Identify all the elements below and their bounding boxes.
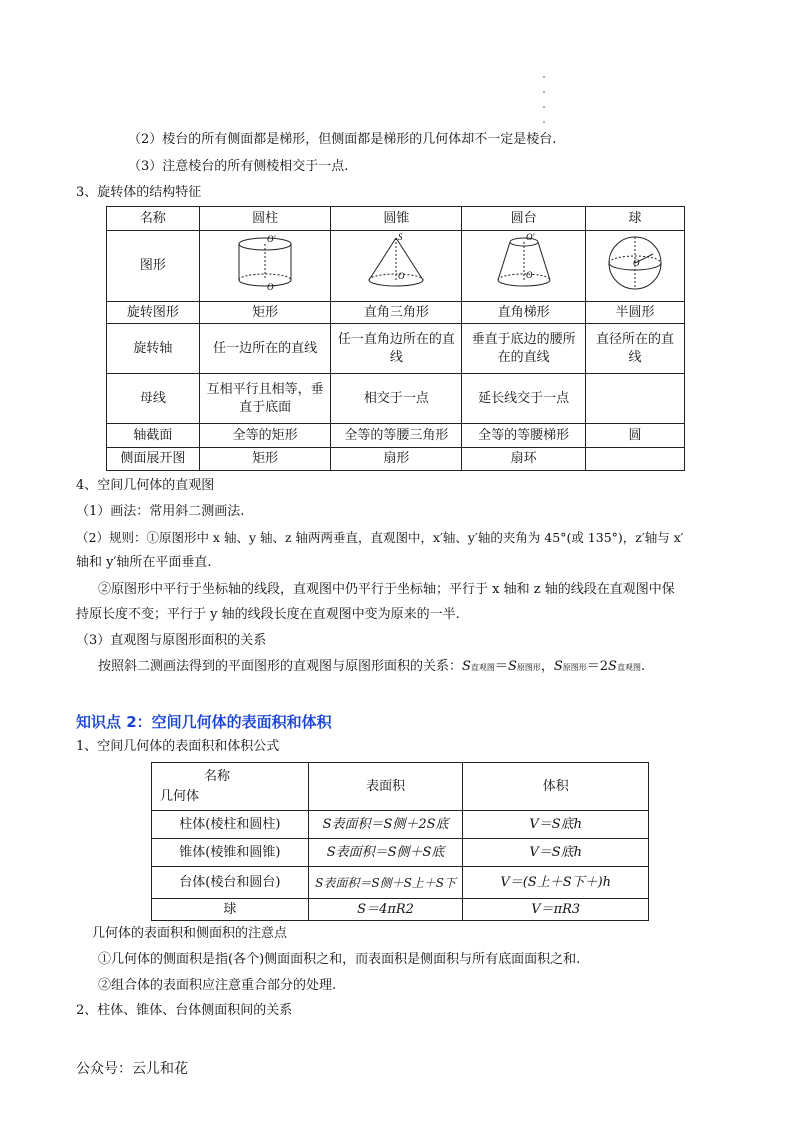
row-label: 柱体(棱柱和圆柱) xyxy=(152,811,309,839)
table-cell: 直角三角形 xyxy=(331,302,462,324)
header-cell: 圆柱 xyxy=(199,207,331,231)
text-line: 1、空间几何体的表面积和体积公式 xyxy=(76,739,280,754)
mark-o: O xyxy=(633,258,640,268)
cone-icon xyxy=(361,232,431,294)
text-line: （1）画法：常用斜二测画法. xyxy=(76,504,245,519)
area-formula: S表面积＝S侧＋S底 xyxy=(308,839,463,867)
table-cell: 全等的等腰梯形 xyxy=(462,424,586,448)
table-cell: 矩形 xyxy=(199,302,331,324)
text-line: （3）直观图与原图形面积的关系 xyxy=(76,633,267,648)
row-label: 母线 xyxy=(107,374,200,424)
corner-cell xyxy=(152,763,309,811)
row-label: 旋转图形 xyxy=(107,302,200,324)
header-cell: 球 xyxy=(586,207,685,231)
table-cell: 任一边所在的直线 xyxy=(199,324,331,374)
table-cell xyxy=(586,448,685,471)
section-title: 4、空间几何体的直观图 xyxy=(76,478,215,493)
area-formula: S表面积＝S侧＋S上＋S下 xyxy=(308,867,463,899)
table-cell: 半圆形 xyxy=(586,302,685,324)
row-label: 旋转轴 xyxy=(107,324,200,374)
table-cell: 垂直于底边的腰所在的直线 xyxy=(462,324,586,374)
mark-o: O xyxy=(525,270,533,280)
cylinder-icon xyxy=(233,232,297,294)
volume-formula: V＝S底h xyxy=(463,839,649,867)
volume-formula: V＝πR3 xyxy=(463,899,649,921)
table-cell: 互相平行且相等，垂直于底面 xyxy=(199,374,331,424)
table-cell: 圆 xyxy=(586,424,685,448)
table-cell: 全等的矩形 xyxy=(199,424,331,448)
footer-text: 公众号：云儿和花 xyxy=(76,1061,188,1077)
mark-o1: O′ xyxy=(267,234,276,244)
table-cell: 直径所在的直线 xyxy=(586,324,685,374)
text-line: （3）注意棱台的所有侧棱相交于一点. xyxy=(128,159,349,174)
row-label: 台体(棱台和圆台) xyxy=(152,867,309,899)
mark-o: O xyxy=(267,282,274,292)
section-title: 2、柱体、锥体、台体侧面积间的关系 xyxy=(76,1003,293,1018)
table-cell: 直角梯形 xyxy=(462,302,586,324)
section-heading: 知识点 2：空间几何体的表面积和体积 xyxy=(76,713,332,731)
sphere-icon xyxy=(603,232,667,294)
table-cell: 全等的等腰三角形 xyxy=(331,424,462,448)
mark-s: S xyxy=(398,232,403,242)
area-relation-line: 按照斜二测画法得到的平面图形的直观图与原图形面积的关系：S直观图＝S原图形，S原图形＝2S直观图. xyxy=(98,659,646,674)
corner-bottom: 几何体 xyxy=(160,788,200,804)
text-line: ①几何体的侧面积是指(各个)侧面面积之和，而表面积是侧面积与所有底面面积之和. xyxy=(98,952,581,967)
text-line: 轴和 y′轴所在平面垂直. xyxy=(76,555,212,570)
row-label: 球 xyxy=(152,899,309,921)
volume-formula: V＝S底h xyxy=(463,811,649,839)
text-line: （2）规则：①原图形中 x 轴、y 轴、z 轴两两垂直，直观图中，x′轴、y′轴的夹角为 45°(或 135°)，z′轴与 x′ xyxy=(76,530,684,545)
section-title: 3、旋转体的结构特征 xyxy=(76,185,202,200)
text-line: 几何体的表面积和侧面积的注意点 xyxy=(92,926,288,941)
header-cell: 圆台 xyxy=(462,207,586,231)
volume-formula: V＝(S上＋S下＋)h xyxy=(463,867,649,899)
text-run: 按照斜二测画法得到的平面图形的直观图与原图形面积的关系： xyxy=(98,659,463,674)
rotation-body-table xyxy=(106,206,685,471)
table-cell: 延长线交于一点 xyxy=(462,374,586,424)
area-formula: S＝4πR2 xyxy=(308,899,463,921)
table-cell: 矩形 xyxy=(199,448,331,471)
table-cell: 任一直角边所在的直线 xyxy=(331,324,462,374)
row-label: 轴截面 xyxy=(107,424,200,448)
header-cell: 圆锥 xyxy=(331,207,462,231)
text-line: 持原长度不变；平行于 y 轴的线段长度在直观图中变为原来的一半. xyxy=(76,607,460,622)
table-cell: 相交于一点 xyxy=(331,374,462,424)
table-cell: 扇环 xyxy=(462,448,586,471)
frustum-icon xyxy=(492,232,556,294)
header-cell: 表面积 xyxy=(308,763,463,811)
header-cell: 名称 xyxy=(107,207,200,231)
mark-o1: O′ xyxy=(525,232,535,242)
row-label: 侧面展开图 xyxy=(107,448,200,471)
header-cell: 体积 xyxy=(463,763,649,811)
table-cell xyxy=(586,374,685,424)
row-label: 图形 xyxy=(107,231,200,302)
text-line: ②原图形中平行于坐标轴的线段，直观图中仍平行于坐标轴；平行于 x 轴和 z 轴的线段在直观图中保 xyxy=(98,582,675,597)
corner-top: 名称 xyxy=(204,768,231,784)
mark-o: O xyxy=(398,271,405,281)
area-volume-table xyxy=(151,762,649,921)
area-formula: S表面积＝S侧＋2S底 xyxy=(308,811,463,839)
text-line: ②组合体的表面积应注意重合部分的处理. xyxy=(98,978,337,993)
table-cell: 扇形 xyxy=(331,448,462,471)
row-label: 锥体(棱锥和圆锥) xyxy=(152,839,309,867)
text-line: （2）棱台的所有侧面都是梯形，但侧面都是梯形的几何体却不一定是棱台. xyxy=(128,132,557,147)
